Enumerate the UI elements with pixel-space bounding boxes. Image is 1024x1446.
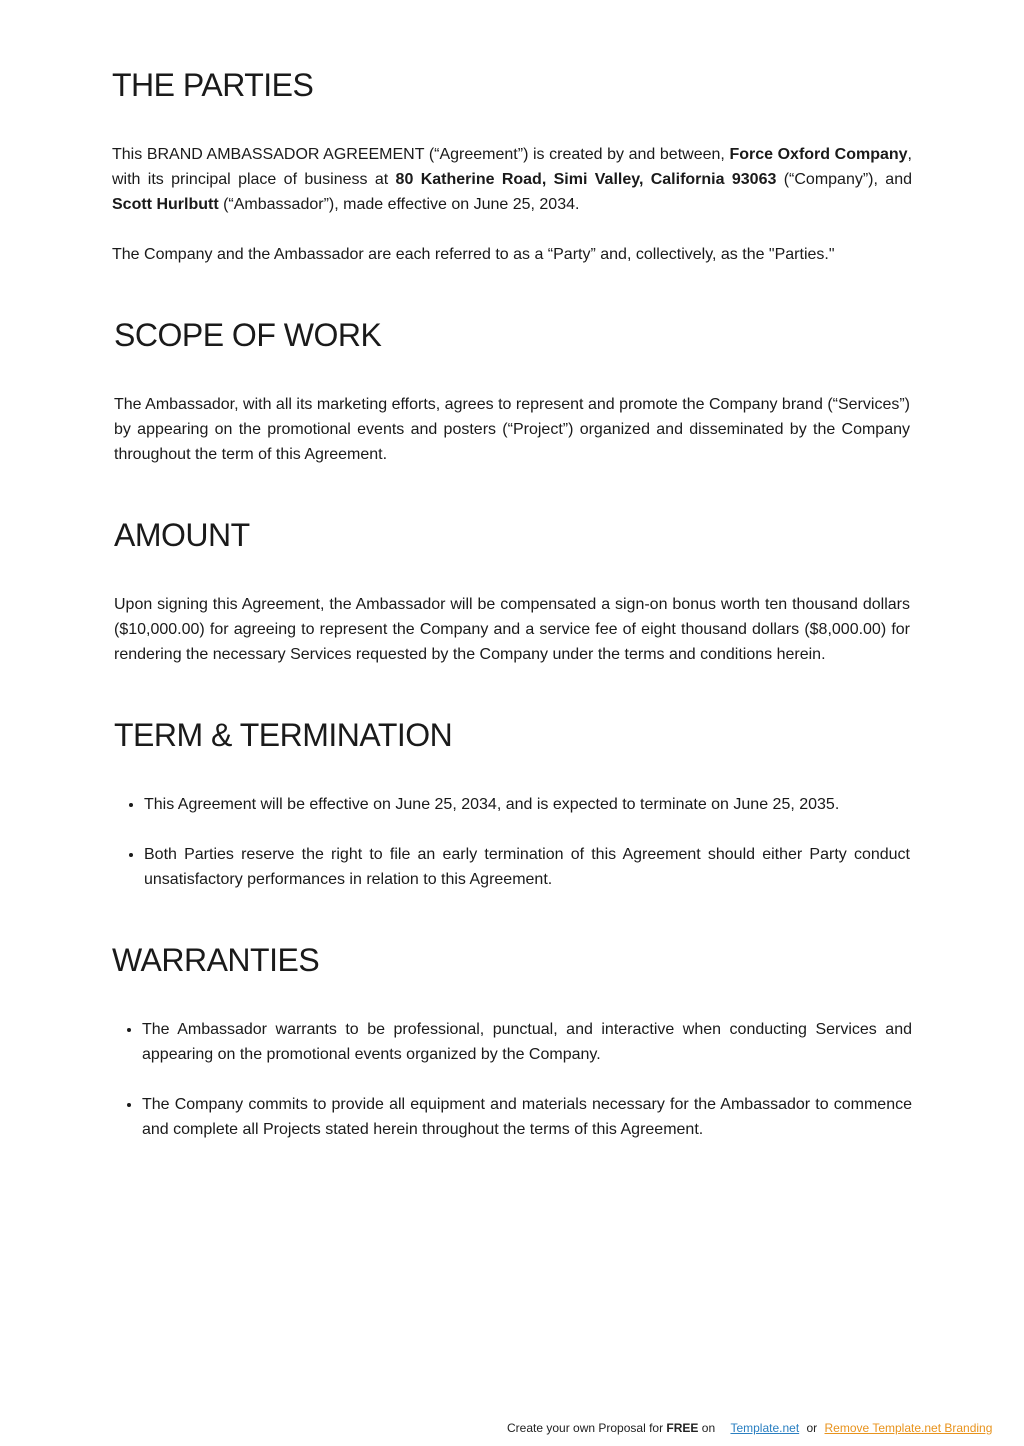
section-heading: AMOUNT [114,517,250,553]
section-term-termination [114,715,910,892]
template-net-link[interactable]: Template.net [730,1421,800,1435]
section-warranties [112,940,912,1142]
term-list [114,792,910,892]
list-item: • The Company commits to provide all equipment and materials necessary for the Ambassador to commence and complete all Projects stated herein throughout the terms of this Agreement. [142,1092,912,1142]
ambassador-name: Scott Hurlbutt [112,196,219,213]
section-heading: TERM & TERMINATION [114,717,453,753]
section-the-parties [112,65,912,267]
section-heading: SCOPE OF WORK [114,317,382,353]
scope-paragraph: The Ambassador, with all its marketing efforts, agrees to represent and promote the Company brand (“Services”) by appearing on the promotional events and posters (“Project”) organized and disseminated by the Company throughout the term of this Agreement. [114,396,910,463]
list-item: • Both Parties reserve the right to file an early termination of this Agreement should either Party conduct unsatisfactory performances in relation to this Agreement. [144,842,910,892]
section-scope-of-work [114,315,910,467]
company-name: Force Oxford Company [729,146,908,163]
section-heading: WARRANTIES [112,942,320,978]
parties-paragraph: This BRAND AMBASSADOR AGREEMENT (“Agreement”) is created by and between, Force Oxford Company, with its principal place of business at 80 Katherine Road, Simi Valley, California 93063 (“Company”), and Scott Hurlbutt (“Ambassador”), made effective on June 25, 2034. [112,146,912,213]
company-address: 80 Katherine Road, Simi Valley, California 93063 [395,171,777,188]
section-heading: THE PARTIES [112,67,314,103]
parties-definition-paragraph: The Company and the Ambassador are each referred to as a “Party” and, collectively, as the "Parties." [112,246,835,263]
free-label: FREE [666,1421,699,1435]
list-item: • The Ambassador warrants to be professional, punctual, and interactive when conducting Services and appearing on the promotional events organized by the Company. [142,1017,912,1067]
template-footer: Create your own Proposal for FREE on Template.net or Remove Template.net Branding [507,1421,993,1435]
amount-paragraph: Upon signing this Agreement, the Ambassador will be compensated a sign-on bonus worth ten thousand dollars ($10,000.00) for agreeing to represent the Company and a service fee of eight thousand dollars ($8,000.00) for rendering the necessary Services requested by the Company under the terms and conditions herein. [114,596,910,663]
warranties-list [112,1017,912,1142]
remove-branding-link[interactable]: Remove Template.net Branding [824,1421,993,1435]
list-item: • This Agreement will be effective on June 25, 2034, and is expected to terminate on June 25, 2035. [144,792,910,817]
section-amount [114,515,910,667]
